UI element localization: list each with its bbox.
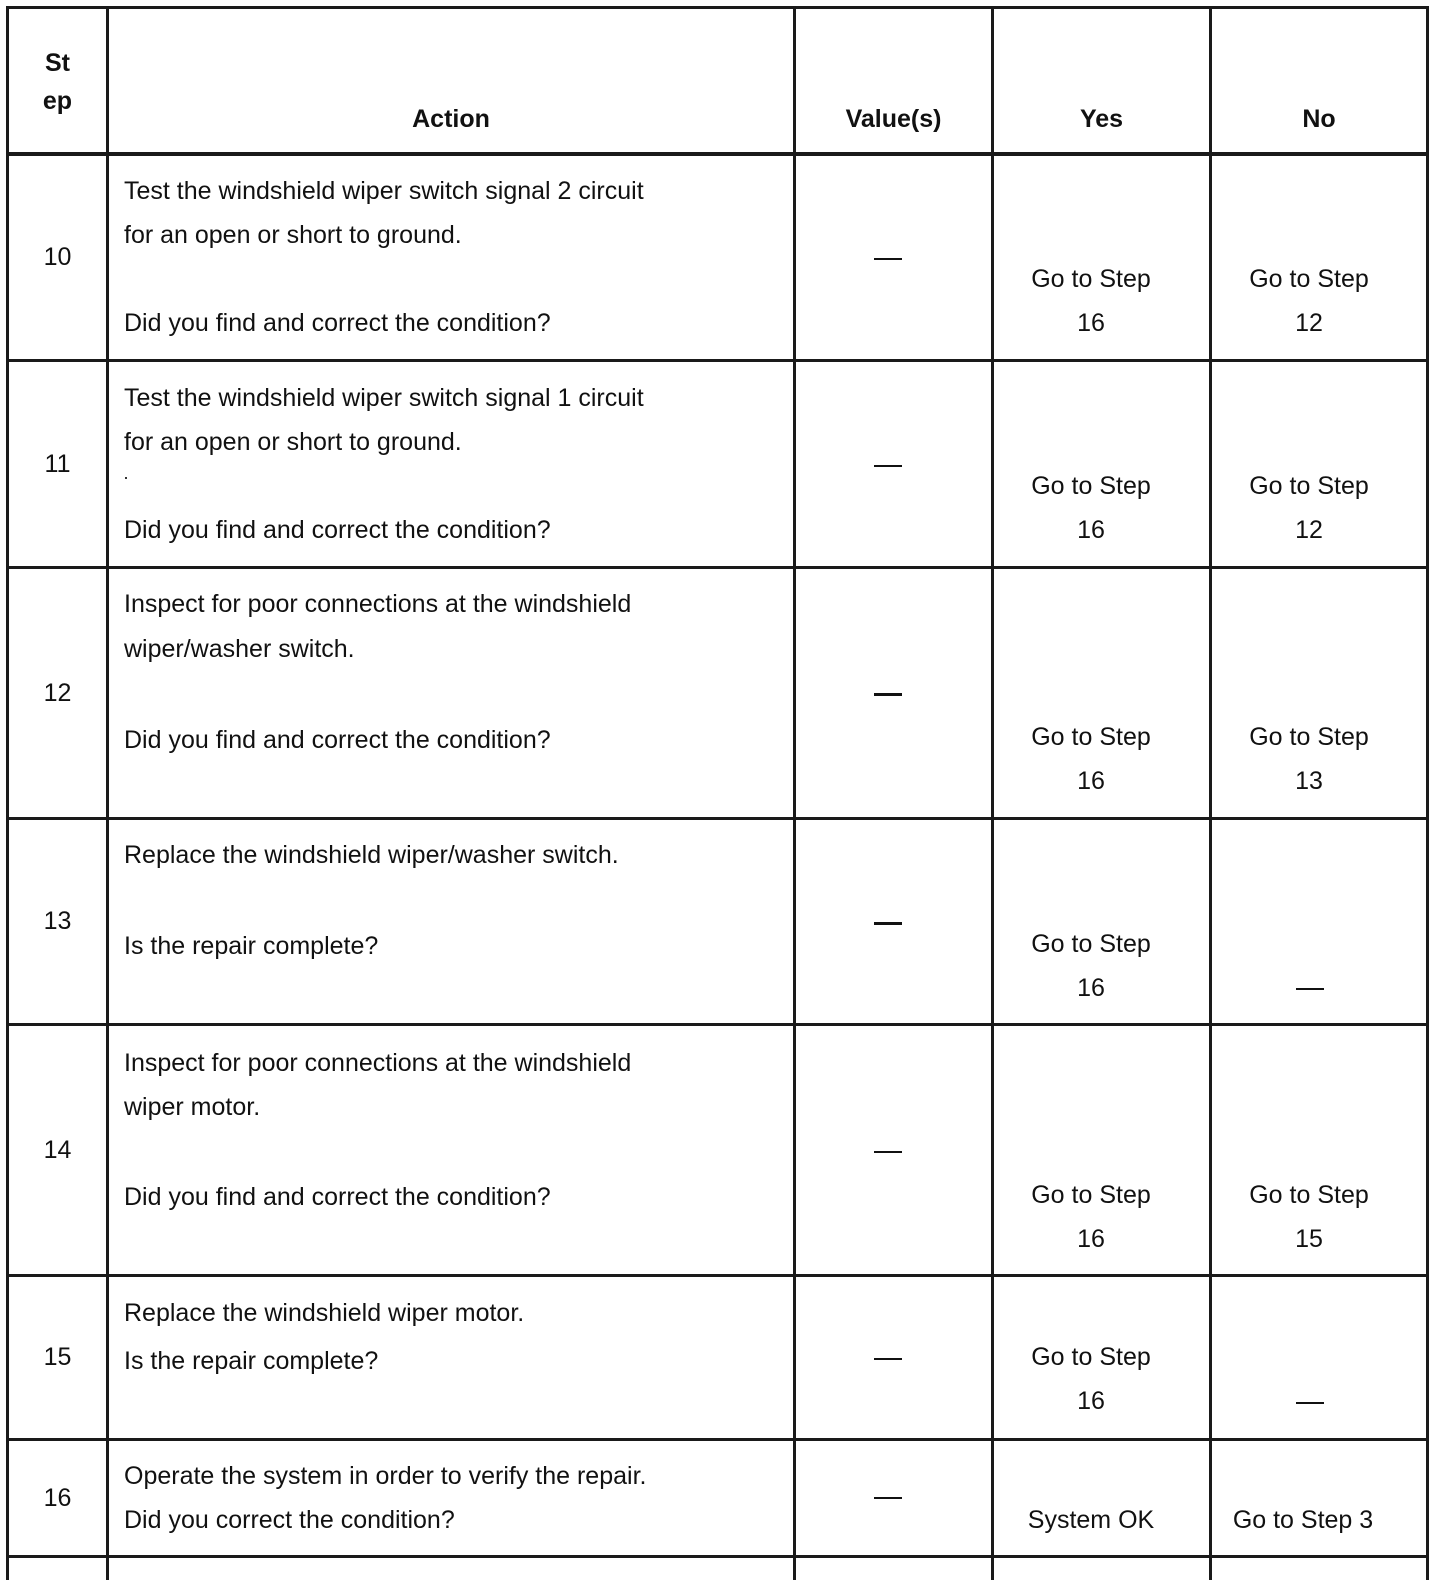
yes-go-to: Go to Step <box>1031 472 1151 500</box>
yes-step: 16 <box>1077 516 1105 544</box>
row-divider <box>6 1555 1429 1558</box>
action-line: Replace the windshield wiper/washer switch. <box>124 841 619 869</box>
no-step: 12 <box>1295 309 1323 337</box>
action-line: Replace the windshield wiper motor. <box>124 1299 525 1327</box>
action-question: Did you find and correct the condition? <box>124 516 551 544</box>
yes-step: 16 <box>1077 1225 1105 1253</box>
header-no <box>1212 9 1426 152</box>
action-line: wiper motor. <box>124 1093 261 1121</box>
header-action <box>109 9 793 152</box>
yes-go-to: Go to Step <box>1031 265 1151 293</box>
header-values <box>796 9 991 152</box>
step-number: 16 <box>43 1483 72 1512</box>
value-dash <box>874 258 902 260</box>
value-dash <box>874 1358 902 1360</box>
action-line: Inspect for poor connections at the windshield <box>124 1049 632 1077</box>
action-line: Test the windshield wiper switch signal 2 circuit <box>124 177 644 205</box>
action-question: Is the repair complete? <box>124 1347 379 1375</box>
value-dash <box>874 1151 902 1153</box>
row-divider <box>6 817 1429 820</box>
no-step: 13 <box>1295 767 1323 795</box>
action-line: Inspect for poor connections at the windshield <box>124 590 632 618</box>
no-go-to: Go to Step <box>1249 723 1369 751</box>
action-line: Test the windshield wiper switch signal 1 circuit <box>124 384 644 412</box>
stray-mark <box>125 477 127 479</box>
column-divider <box>793 8 796 1580</box>
yes-go-to: Go to Step <box>1031 930 1151 958</box>
action-line: for an open or short to ground. <box>124 428 462 456</box>
step-number: 15 <box>43 1343 72 1371</box>
row-divider <box>6 566 1429 569</box>
yes-step: 16 <box>1077 1387 1105 1415</box>
step-number: 11 <box>44 449 71 478</box>
no-go-to: Go to Step <box>1249 265 1369 293</box>
header-no-label: No <box>1302 105 1336 133</box>
action-question: Did you find and correct the condition? <box>124 309 551 337</box>
action-question: Did you find and correct the condition? <box>124 1183 551 1211</box>
row-divider <box>6 1023 1429 1026</box>
step-number: 10 <box>43 243 72 271</box>
no-go-to: Go to Step <box>1249 472 1369 500</box>
no-dash <box>1296 988 1324 990</box>
header-step <box>9 9 106 152</box>
header-yes <box>994 9 1209 152</box>
yes-go-to: Go to Step <box>1031 1343 1151 1371</box>
step-number: 12 <box>43 678 72 707</box>
value-dash <box>874 693 902 696</box>
yes-step: 16 <box>1077 974 1105 1002</box>
row-divider <box>6 1438 1429 1441</box>
no-dash <box>1296 1402 1324 1404</box>
header-step-line1: St <box>45 48 70 77</box>
no-go-to: Go to Step 3 <box>1232 1506 1374 1534</box>
yes-step: 16 <box>1077 767 1105 795</box>
action-question: Did you correct the condition? <box>124 1506 455 1534</box>
action-question: Did you find and correct the condition? <box>124 726 551 754</box>
value-dash <box>874 1497 902 1499</box>
row-divider <box>6 1274 1429 1277</box>
no-step: 12 <box>1295 516 1323 544</box>
row-divider <box>6 359 1429 362</box>
header-action-label: Action <box>412 105 490 133</box>
table-border-right <box>1426 8 1429 1580</box>
yes-result: System OK <box>1027 1506 1155 1534</box>
yes-go-to: Go to Step <box>1031 723 1151 751</box>
action-line: Operate the system in order to verify the repair. <box>124 1462 647 1490</box>
value-dash <box>874 465 902 467</box>
action-line: wiper/washer switch. <box>124 635 355 663</box>
value-dash <box>874 922 902 925</box>
step-number: 13 <box>43 907 72 935</box>
step-number: 14 <box>43 1135 72 1164</box>
header-step-line2: ep <box>42 86 73 115</box>
no-go-to: Go to Step <box>1249 1181 1369 1209</box>
header-divider <box>6 152 1429 156</box>
action-question: Is the repair complete? <box>124 932 379 960</box>
yes-go-to: Go to Step <box>1031 1181 1151 1209</box>
column-divider <box>106 8 109 1580</box>
action-line: for an open or short to ground. <box>124 221 462 249</box>
no-step: 15 <box>1295 1225 1323 1253</box>
header-yes-label: Yes <box>1079 105 1124 133</box>
yes-step: 16 <box>1077 309 1105 337</box>
header-values-label: Value(s) <box>845 105 942 133</box>
